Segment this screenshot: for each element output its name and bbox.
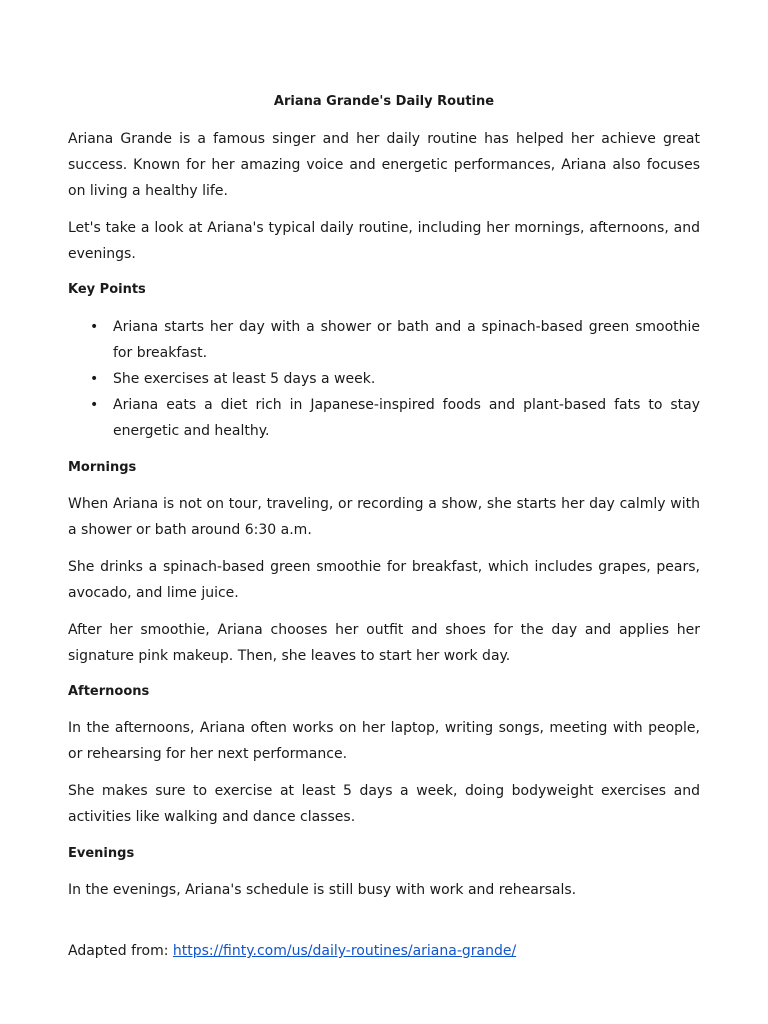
list-item-text: Ariana starts her day with a shower or bath and a spinach-based green smoothie for breakfast. [113,319,700,361]
list-item-text: Ariana eats a diet rich in Japanese-inspired foods and plant-based fats to stay energetic and healthy. [113,397,700,439]
page-title: Ariana Grande's Daily Routine [273,94,495,109]
list-item [68,392,700,444]
list-item-text: She exercises at least 5 days a week. [113,371,376,387]
bullet-icon: • [90,371,99,387]
source-label: Adapted from: [68,943,173,959]
intro-paragraph-1: Ariana Grande is a famous singer and her daily routine has helped her achieve great success. Known for her amazing voice and energetic performances, Ariana also focuses on living a healthy life. [68,131,700,199]
mornings-paragraph-1: When Ariana is not on tour, traveling, or recording a show, she starts her day calmly with a shower or bath around 6:30 a.m. [68,496,700,538]
key-points-heading: Key Points [68,282,146,297]
evenings-heading: Evenings [68,846,135,861]
source-link[interactable]: https://finty.com/us/daily-routines/ariana-grande/ [172,943,517,959]
intro-paragraph-2: Let's take a look at Ariana's typical daily routine, including her mornings, afternoons, and evenings. [68,220,700,262]
list-item [68,314,700,366]
bullet-icon: • [90,319,99,335]
afternoons-paragraph-1: In the afternoons, Ariana often works on her laptop, writing songs, meeting with people, or rehearsing for her next performance. [68,720,700,762]
mornings-heading: Mornings [68,460,137,475]
source-attribution [68,940,516,962]
key-points-list [68,314,700,444]
evenings-paragraph-1: In the evenings, Ariana's schedule is still busy with work and rehearsals. [68,882,577,898]
mornings-paragraph-3: After her smoothie, Ariana chooses her outfit and shoes for the day and applies her signature pink makeup. Then, she leaves to start her work day. [68,622,700,664]
bullet-icon: • [90,397,99,413]
afternoons-paragraph-2: She makes sure to exercise at least 5 days a week, doing bodyweight exercises and activities like walking and dance classes. [68,783,700,825]
afternoons-heading: Afternoons [68,684,150,699]
mornings-paragraph-2: She drinks a spinach-based green smoothie for breakfast, which includes grapes, pears, avocado, and lime juice. [68,559,700,601]
list-item [68,366,700,392]
